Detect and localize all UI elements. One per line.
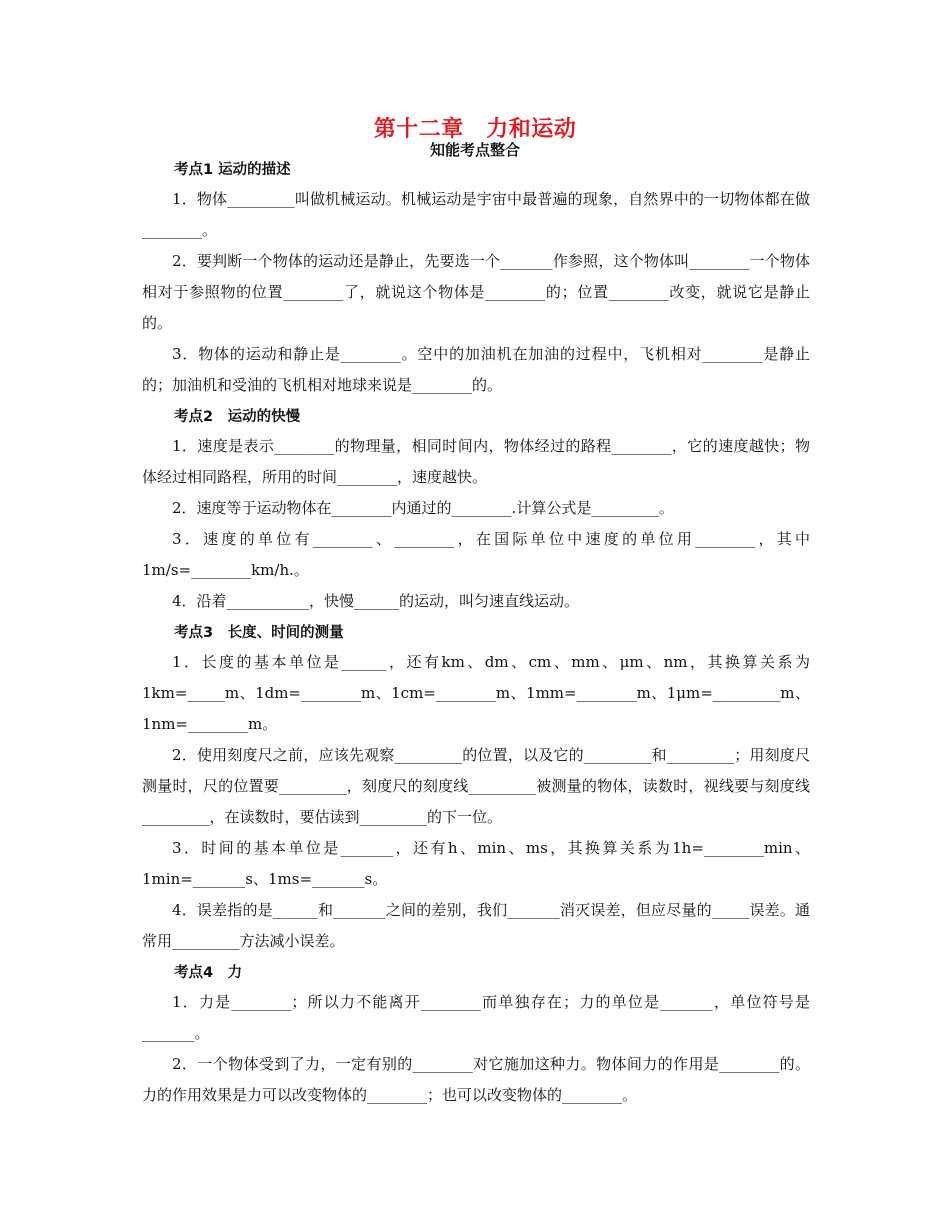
chapter-title: 第十二章 力和运动 xyxy=(373,117,577,142)
paragraph: 1．长度的基本单位是______，还有km、dm、cm、mm、μm、nm，其换算关系为1km=_____m、1dm=________m、1cm=________m、1mm=________m、1μm=_________m、1nm=________m。 xyxy=(142,653,810,733)
section-length-time-measurement xyxy=(142,621,810,957)
paragraph: 3．速度的单位有________、________，在国际单位中速度的单位用________，其中1m/s=________km/h.。 xyxy=(142,530,810,579)
section-description-of-motion xyxy=(142,158,810,401)
section-subtitle: 知能考点整合 xyxy=(429,141,520,159)
section-heading: 考点3 长度、时间的测量 xyxy=(174,625,344,641)
section-force xyxy=(142,961,810,1111)
section-heading: 考点1 运动的描述 xyxy=(174,162,291,178)
paragraph: 1．速度是表示________的物理量，相同时间内，物体经过的路程________，它的速度越快；物体经过相同路程，所用的时间________，速度越快。 xyxy=(142,437,810,486)
paragraph: 2．要判断一个物体的运动还是静止，先要选一个_______作参照，这个物体叫________一个物体相对于参照物的位置________了，就说这个物体是________的；位置________改变，就说它是静止的。 xyxy=(142,252,810,332)
paragraph: 2．一个物体受到了力，一定有别的________对它施加这种力。物体间力的作用是________的。力的作用效果是力可以改变物体的________；也可以改变物体的________。 xyxy=(142,1055,810,1104)
paragraph: 3．时间的基本单位是_______，还有h、min、ms，其换算关系为1h=________min、1min=_______s、1ms=_______s。 xyxy=(142,839,810,888)
document-body xyxy=(142,154,810,1111)
paragraph: 1．物体_________叫做机械运动。机械运动是宇宙中最普遍的现象，自然界中的一切物体都在做________。 xyxy=(142,190,810,239)
section-heading: 考点4 力 xyxy=(174,965,243,981)
paragraph: 4．沿着___________，快慢______的运动，叫匀速直线运动。 xyxy=(172,592,580,610)
paragraph: 4．误差指的是______和_______之间的差别，我们_______消灭误差，但应尽量的_____误差。通常用_________方法减小误差。 xyxy=(142,901,810,950)
paragraph: 2．速度等于运动物体在________内通过的________.计算公式是_________。 xyxy=(172,499,674,517)
paragraph: 1．力是________；所以力不能离开________而单独存在；力的单位是_______，单位符号是_______。 xyxy=(142,993,810,1042)
paragraph: 2．使用刻度尺之前，应该先观察_________的位置，以及它的_________和_________；用刻度尺测量时，尺的位置要_________，刻度尺的刻度线_________被测量的物体，读数时，视线要与刻度线_________，在读数时，要估读到_________的下一位。 xyxy=(142,746,810,826)
paragraph: 3．物体的运动和静止是________。空中的加油机在加油的过程中，飞机相对________是静止的；加油机和受油的飞机相对地球来说是________的。 xyxy=(142,345,810,394)
section-heading: 考点2 运动的快慢 xyxy=(174,409,301,425)
section-speed-of-motion xyxy=(142,405,810,617)
